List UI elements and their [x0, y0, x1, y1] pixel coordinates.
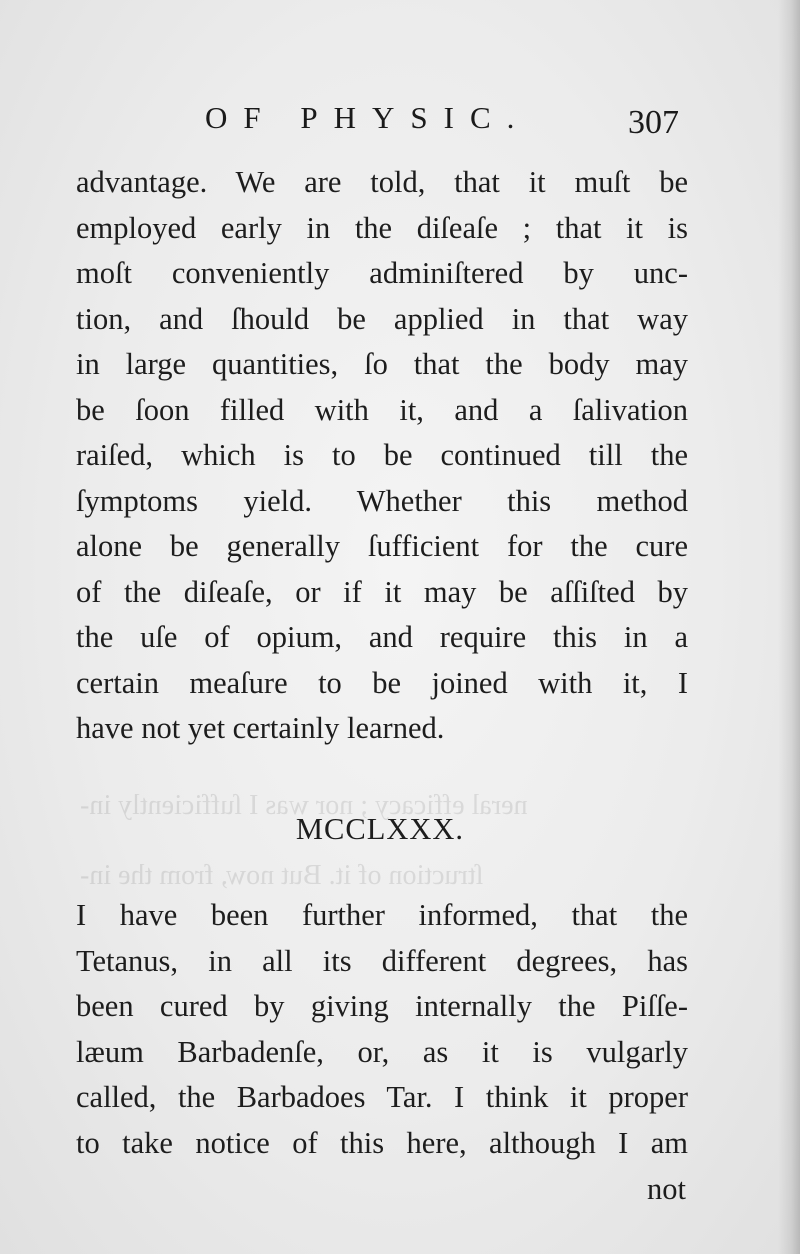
page-edge-shadow: [778, 0, 800, 1254]
catchword: not: [647, 1172, 686, 1206]
text-line: tion, and ſhould be applied in that way: [76, 301, 688, 336]
running-head: OF PHYSIC.: [205, 100, 531, 135]
paragraph-1: [76, 160, 688, 752]
text-line: certain meaſure to be joined with it, I: [76, 665, 688, 700]
text-line: have not yet certainly learned.: [76, 711, 445, 745]
text-line: raiſed, which is to be continued till the: [76, 438, 688, 472]
text-line: be ſoon filled with it, and a ſalivation: [76, 392, 688, 427]
text-line: Tetanus, in all its different degrees, has: [76, 943, 688, 978]
paragraph-2: [76, 893, 688, 1166]
text-line: been cured by giving internally the Piſſe-: [76, 989, 688, 1023]
show-through-text: ſtruction of it. But now, from the in-: [80, 860, 484, 891]
text-line: advantage. We are told, that it muſt be: [76, 165, 688, 199]
text-line: læum Barbadenſe, or, as it is vulgarly: [76, 1034, 688, 1069]
show-through-text: neral efficacy ; nor was I ſufficiently in-: [80, 790, 528, 821]
text-line: called, the Barbadoes Tar. I think it proper: [76, 1080, 688, 1114]
page-header: [0, 100, 800, 146]
text-line: employed early in the diſeaſe ; that it is: [76, 210, 688, 245]
text-line: to take notice of this here, although I am: [76, 1125, 688, 1160]
page-number: 307: [628, 104, 679, 141]
text-line: alone be generally ſufficient for the cure: [76, 529, 688, 563]
text-line: moſt conveniently adminiſtered by unc-: [76, 256, 688, 290]
text-line: in large quantities, ſo that the body may: [76, 347, 688, 381]
text-line: I have been further informed, that the: [76, 898, 688, 932]
text-line: the uſe of opium, and require this in a: [76, 620, 688, 654]
section-number-heading: MCCLXXX.: [295, 812, 465, 846]
text-line: of the diſeaſe, or if it may be aſſiſted by: [76, 574, 688, 609]
text-line: ſymptoms yield. Whether this method: [76, 483, 688, 518]
